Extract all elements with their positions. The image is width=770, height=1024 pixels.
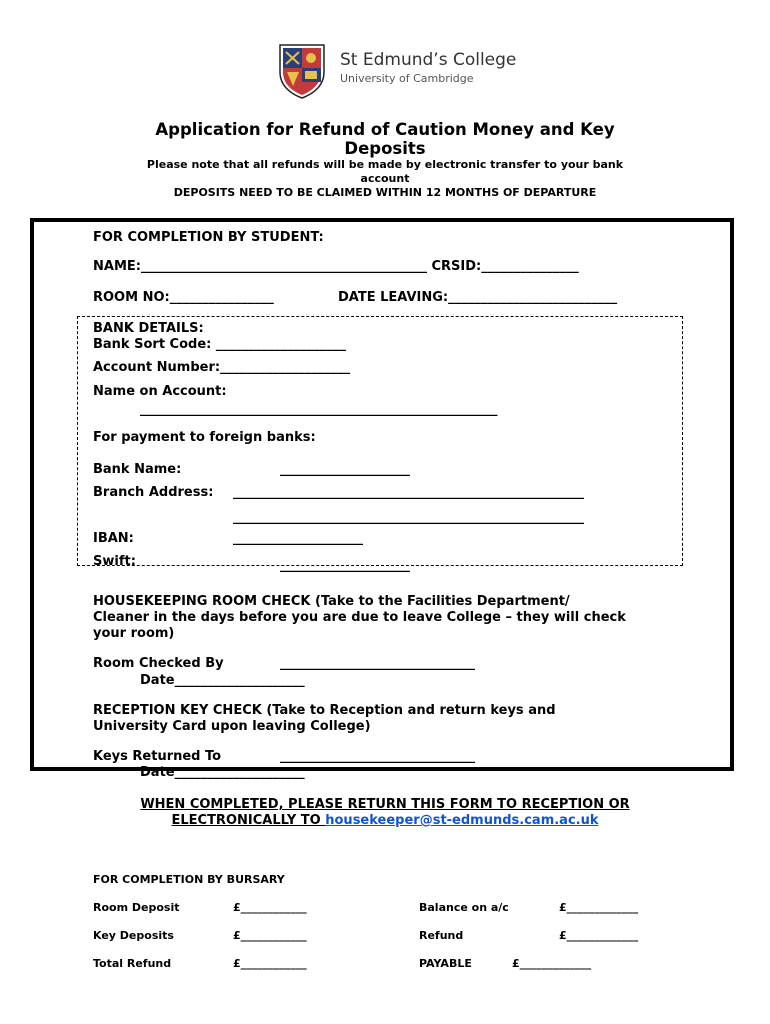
sort-code-field[interactable]: Bank Sort Code: ____________________ <box>93 337 346 352</box>
housekeeping-heading-line3: your room) <box>93 626 175 641</box>
keys-returned-label: Keys Returned To <box>93 749 222 764</box>
room-no-field[interactable]: ROOM NO:________________ <box>93 290 274 305</box>
room-deposit-label: Room Deposit <box>93 901 180 914</box>
housekeeping-heading-line2: Cleaner in the days before you are due to leave College – they will check <box>93 610 626 625</box>
swift-field[interactable]: ____________________ <box>280 558 410 573</box>
return-instructions-line1: WHEN COMPLETED, PLEASE RETURN THIS FORM TO RECEPTION OR <box>140 797 630 812</box>
reception-heading-line2: University Card upon leaving College) <box>93 719 371 734</box>
branch-address-field-2[interactable]: ______________________________________________________ <box>233 510 584 525</box>
bursary-heading: FOR COMPLETION BY BURSARY <box>93 873 285 886</box>
iban-label: IBAN: <box>93 531 134 546</box>
key-deposits-field[interactable]: £____________ <box>233 929 307 942</box>
return-instructions-line2 <box>0 813 770 828</box>
name-on-account-field[interactable]: _______________________________________________________ <box>140 402 498 417</box>
reception-date-field[interactable]: Date____________________ <box>140 765 305 780</box>
housekeeper-email-link[interactable]: housekeeper@st-edmunds.cam.ac.uk <box>325 813 599 828</box>
total-refund-label: Total Refund <box>93 957 172 970</box>
foreign-banks-heading: For payment to foreign banks: <box>93 430 316 445</box>
keys-returned-field[interactable]: ______________________________ <box>280 749 475 764</box>
refund-field[interactable]: £_____________ <box>559 929 639 942</box>
refund-note-line2: account <box>360 172 410 185</box>
college-crest-logo <box>277 42 327 100</box>
balance-label: Balance on a/c <box>419 901 509 914</box>
total-refund-field[interactable]: £____________ <box>233 957 307 970</box>
refund-note-line1: Please note that all refunds will be made by electronic transfer to your bank <box>146 158 624 171</box>
swift-label: Swift: <box>93 554 136 569</box>
student-section-heading: FOR COMPLETION BY STUDENT: <box>93 230 324 245</box>
college-subtitle: University of Cambridge <box>340 72 474 85</box>
bank-details-heading: BANK DETAILS: <box>93 321 204 336</box>
deadline-note: DEPOSITS NEED TO BE CLAIMED WITHIN 12 MONTHS OF DEPARTURE <box>173 186 597 199</box>
college-name: St Edmund’s College <box>340 50 517 70</box>
name-crsid-field[interactable]: NAME:____________________________________________ CRSID:_______________ <box>93 259 579 274</box>
room-deposit-field[interactable]: £____________ <box>233 901 307 914</box>
form-title-line2: Deposits <box>344 139 426 158</box>
bank-name-field[interactable]: ____________________ <box>280 462 410 477</box>
branch-address-field-1[interactable]: ______________________________________________________ <box>233 485 584 500</box>
reception-heading-line1: RECEPTION KEY CHECK (Take to Reception and return keys and <box>93 703 556 718</box>
housekeeping-heading-line1: HOUSEKEEPING ROOM CHECK (Take to the Facilities Department/ <box>93 594 570 609</box>
iban-field[interactable]: ____________________ <box>233 531 363 546</box>
payable-field[interactable]: £_____________ <box>512 957 592 970</box>
payable-label: PAYABLE <box>419 957 472 970</box>
account-number-field[interactable]: Account Number:____________________ <box>93 360 351 375</box>
housekeeping-date-field[interactable]: Date____________________ <box>140 673 305 688</box>
refund-label: Refund <box>419 929 464 942</box>
room-checked-field[interactable]: ______________________________ <box>280 656 475 671</box>
branch-address-label: Branch Address: <box>93 485 214 500</box>
bank-name-label: Bank Name: <box>93 462 182 477</box>
date-leaving-field[interactable]: DATE LEAVING:__________________________ <box>338 290 618 305</box>
return-instructions-prefix: ELECTRONICALLY TO <box>171 813 326 828</box>
balance-field[interactable]: £_____________ <box>559 901 639 914</box>
key-deposits-label: Key Deposits <box>93 929 174 942</box>
form-title-line1: Application for Refund of Caution Money and Key <box>155 120 615 139</box>
name-on-account-label: Name on Account: <box>93 384 227 399</box>
room-checked-label: Room Checked By <box>93 656 224 671</box>
